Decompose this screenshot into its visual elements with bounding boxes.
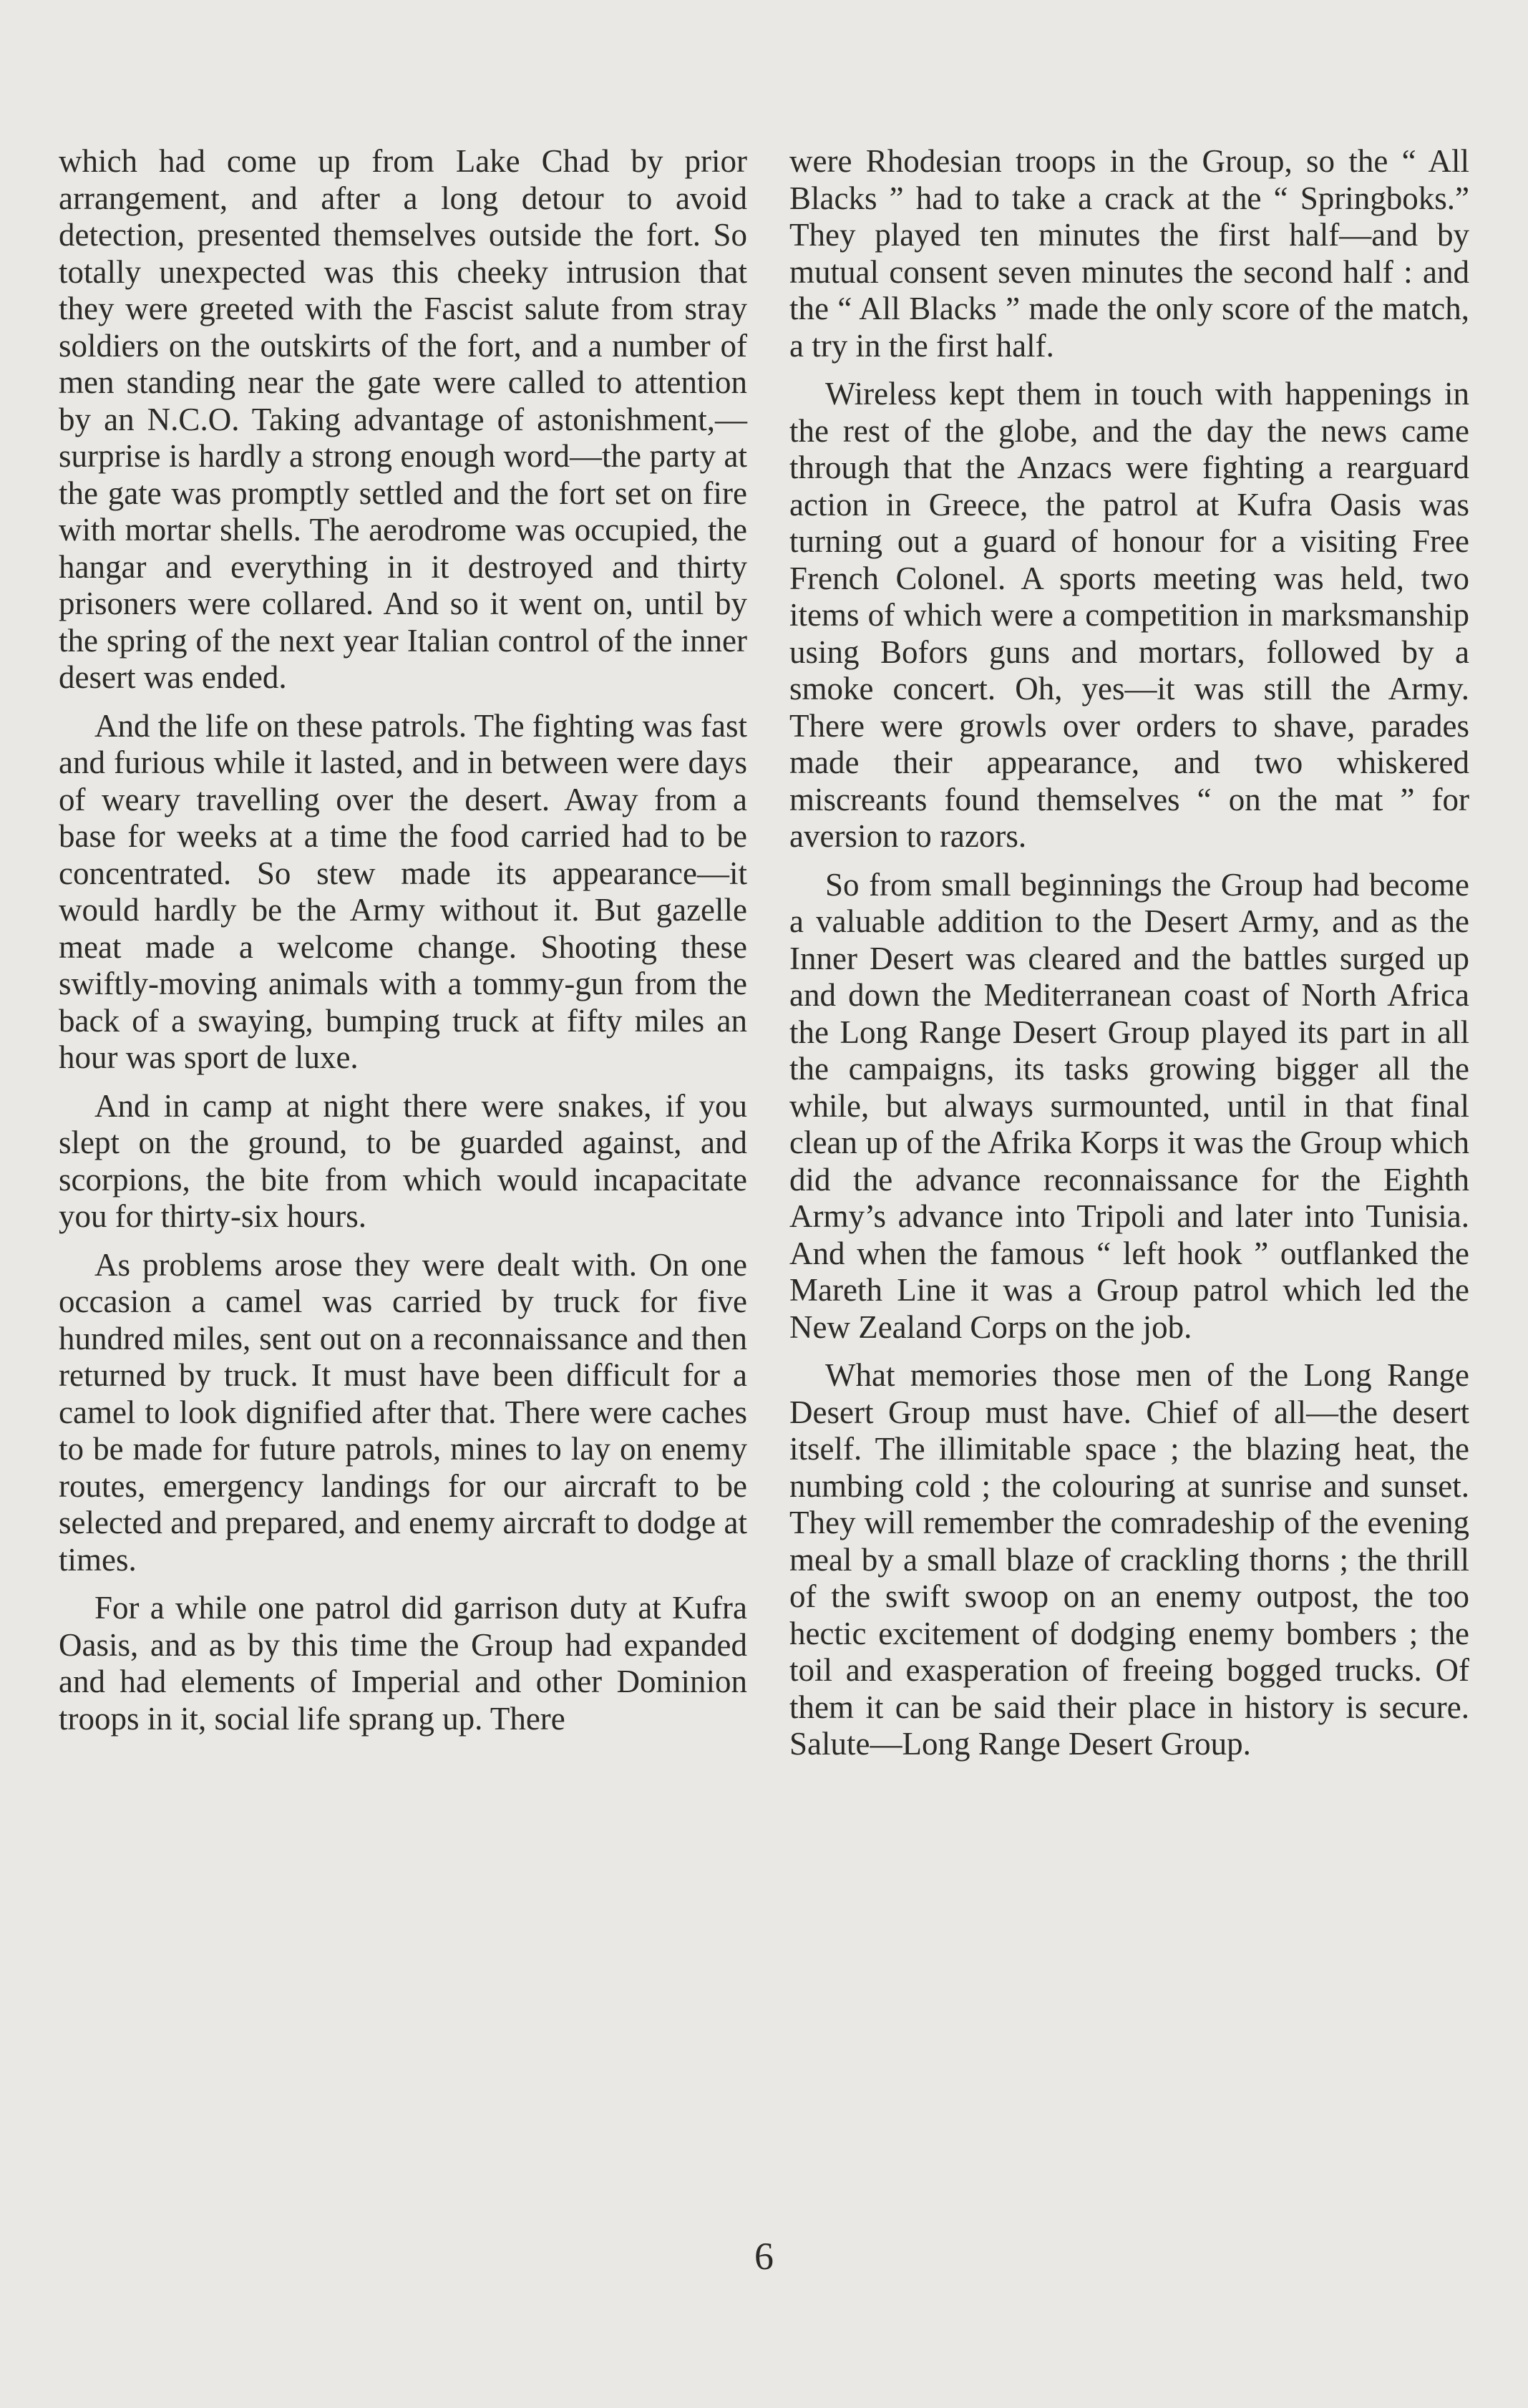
paragraph: And the life on these patrols. The fighting was fast and furious while it lasted, and in between were days of weary travelling over the desert. Away from a base for weeks at a time the food carried had to be concentrated. So stew made its appearance—it would hardly be the Army without it. But gazelle meat made a welcome change. Shooting these swiftly-moving animals with a tommy-gun from the back of a swaying, bumping truck at fifty miles an hour was sport de luxe. [59, 707, 747, 1075]
paragraph: Wireless kept them in touch with happenings in the rest of the globe, and the day the news came through that the Anzacs were fighting a rearguard action in Greece, the patrol at Kufra Oasis was turning out a guard of honour for a visiting Free French Colonel. A sports meeting was held, two items of which were a competition in marksmanship using Bofors guns and mortars, followed by a smoke concert. Oh, yes—it was still the Army. There were growls over orders to shave, parades made their appearance, and two whiskered miscreants found themselves “ on the mat ” for aversion to razors. [789, 376, 1469, 854]
paragraph: So from small beginnings the Group had become a valuable addition to the Desert Army, and as the Inner Desert was cleared and the battles surged up and down the Mediterranean coast of North Africa the Long Range Desert Group played its part in all the campaigns, its tasks growing bigger all the while, but always surmounted, until in that final clean up of the Afrika Korps it was the Group which did the advance reconnaissance for the Eighth Army’s advance into Tripoli and later into Tunisia. And when the famous “ left hook ” outflanked the Mareth Line it was a Group patrol which led the New Zealand Corps on the job. [789, 866, 1469, 1345]
page-number: 6 [754, 2235, 774, 2278]
left-column [59, 143, 747, 1749]
right-column [789, 143, 1469, 1775]
paragraph: And in camp at night there were snakes, if you slept on the ground, to be guarded against, and scorpions, the bite from which would incapacitate you for thirty-six hours. [59, 1087, 747, 1234]
paragraph: which had come up from Lake Chad by prior arrangement, and after a long detour to avoid detection, presented themselves outside the fort. So totally unexpected was this cheeky intrusion that they were greeted with the Fascist salute from stray soldiers on the outskirts of the fort, and a number of men standing near the gate were called to attention by an N.C.O. Taking advantage of astonishment,—surprise is hardly a strong enough word—the party at the gate was promptly settled and the fort set on fire with mortar shells. The aerodrome was occupied, the hangar and everything in it destroyed and thirty prisoners were collared. And so it went on, until by the spring of the next year Italian control of the inner desert was ended. [59, 143, 747, 695]
paragraph: What memories those men of the Long Range Desert Group must have. Chief of all—the desert itself. The illimitable space ; the blazing heat, the numbing cold ; the colouring at sunrise and sunset. They will remember the comradeship of the evening meal by a small blaze of crackling thorns ; the thrill of the swift swoop on an enemy outpost, the too hectic excitement of dodging enemy bombers ; the toil and exasperation of freeing bogged trucks. Of them it can be said their place in history is secure. Salute—Long Range Desert Group. [789, 1357, 1469, 1762]
paragraph: As problems arose they were dealt with. On one occasion a camel was carried by truck for five hundred miles, sent out on a reconnaissance and then returned by truck. It must have been difficult for a camel to look dignified after that. There were caches to be made for future patrols, mines to lay on enemy routes, emergency landings for our aircraft to be selected and prepared, and enemy aircraft to dodge at times. [59, 1246, 747, 1578]
paragraph: For a while one patrol did garrison duty at Kufra Oasis, and as by this time the Group had expanded and had elements of Imperial and other Dominion troops in it, social life sprang up. There [59, 1590, 747, 1737]
paragraph: were Rhodesian troops in the Group, so the “ All Blacks ” had to take a crack at the “ Springboks.” They played ten minutes the first half—and by mutual consent seven minutes the second half : and the “ All Blacks ” made the only score of the match, a try in the first half. [789, 143, 1469, 364]
